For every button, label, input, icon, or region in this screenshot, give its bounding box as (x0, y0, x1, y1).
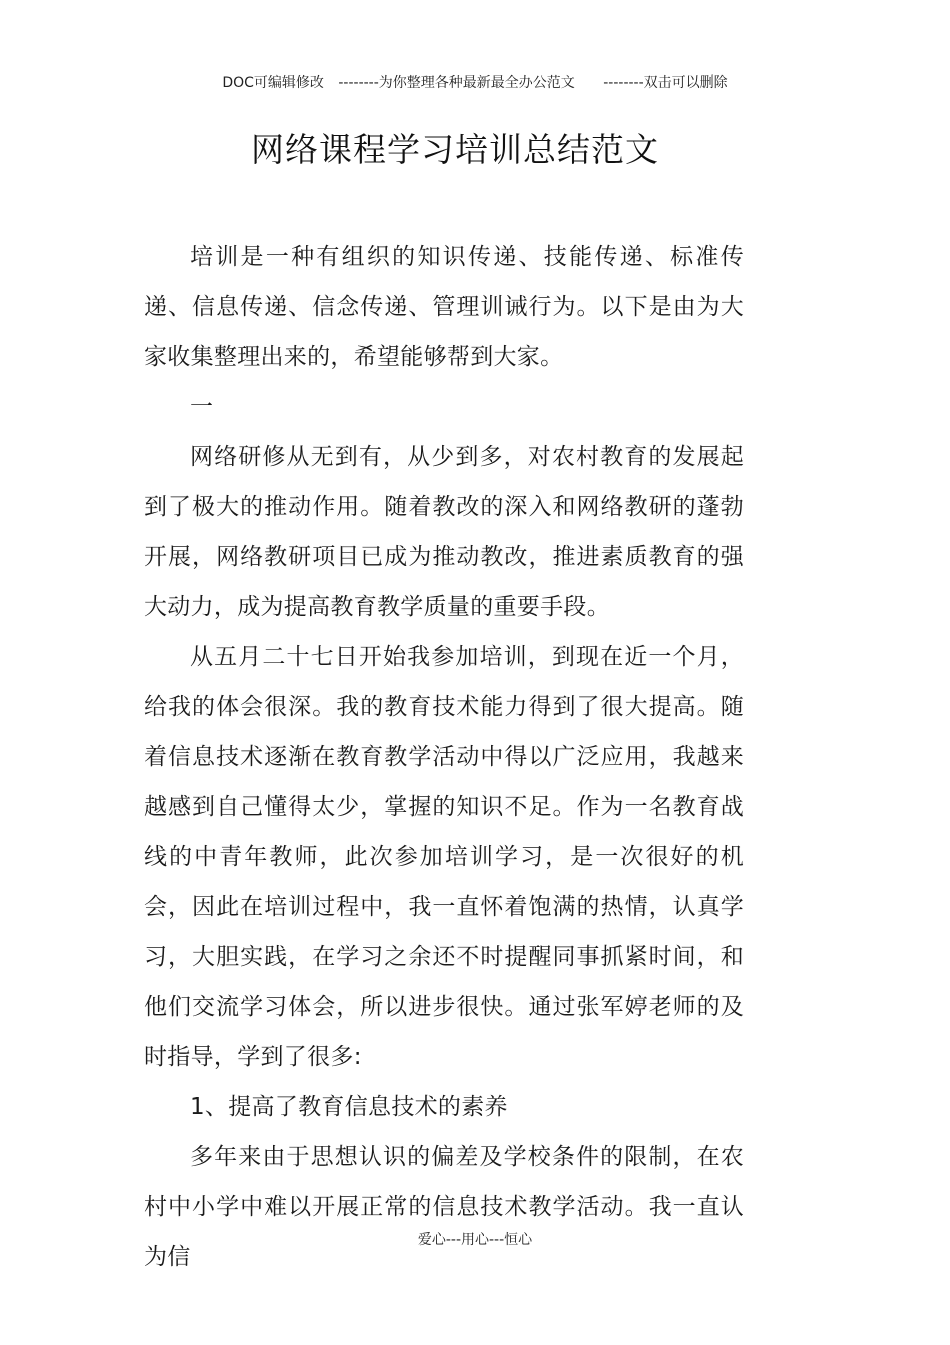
paragraph-training-experience: 从五月二十七日开始我参加培训，到现在近一个月，给我的体会很深。我的教育技术能力得到了很大提高。随着信息技术逐渐在教育教学活动中得以广泛应用，我越来越感到自己懂得太少，掌握的知识不足。作为一名教育战线的中青年教师，此次参加培训学习，是一次很好的机会，因此在培训过程中，我一直怀着饱满的热情，认真学习，大胆实践，在学习之余还不时提醒同事抓紧时间，和他们交流学习体会，所以进步很快。通过张军婷老师的及时指导，学到了很多: (144, 644, 744, 1070)
subheading-info-tech: 1、提高了教育信息技术的素养 (190, 1094, 508, 1120)
header-doc-label: DOC可编辑修改 (222, 75, 324, 91)
page-header (0, 72, 950, 92)
document-body (144, 232, 744, 1282)
page-footer: 爱心---用心---恒心 (417, 1232, 533, 1248)
paragraph-online-research: 网络研修从无到有，从少到多，对农村教育的发展起到了极大的推动作用。随着教改的深入和网络教研的蓬勃开展，网络教研项目已成为推动教改，推进素质教育的强大动力，成为提高教育教学质量的重要手段。 (144, 444, 744, 620)
document-title: 网络课程学习培训总结范文 (251, 130, 659, 169)
paragraph-rural-schools: 多年来由于思想认识的偏差及学校条件的限制，在农村中小学中难以开展正常的信息技术教学活动。我一直认为信 (144, 1144, 744, 1270)
header-delete-note: --------双击可以删除 (603, 75, 728, 91)
header-collection-note: --------为你整理各种最新最全办公范文 (338, 75, 575, 91)
section-heading-one: 一 (190, 394, 214, 420)
paragraph-intro: 培训是一种有组织的知识传递、技能传递、标准传递、信息传递、信念传递、管理训诫行为。以下是由为大家收集整理出来的，希望能够帮到大家。 (144, 244, 744, 370)
